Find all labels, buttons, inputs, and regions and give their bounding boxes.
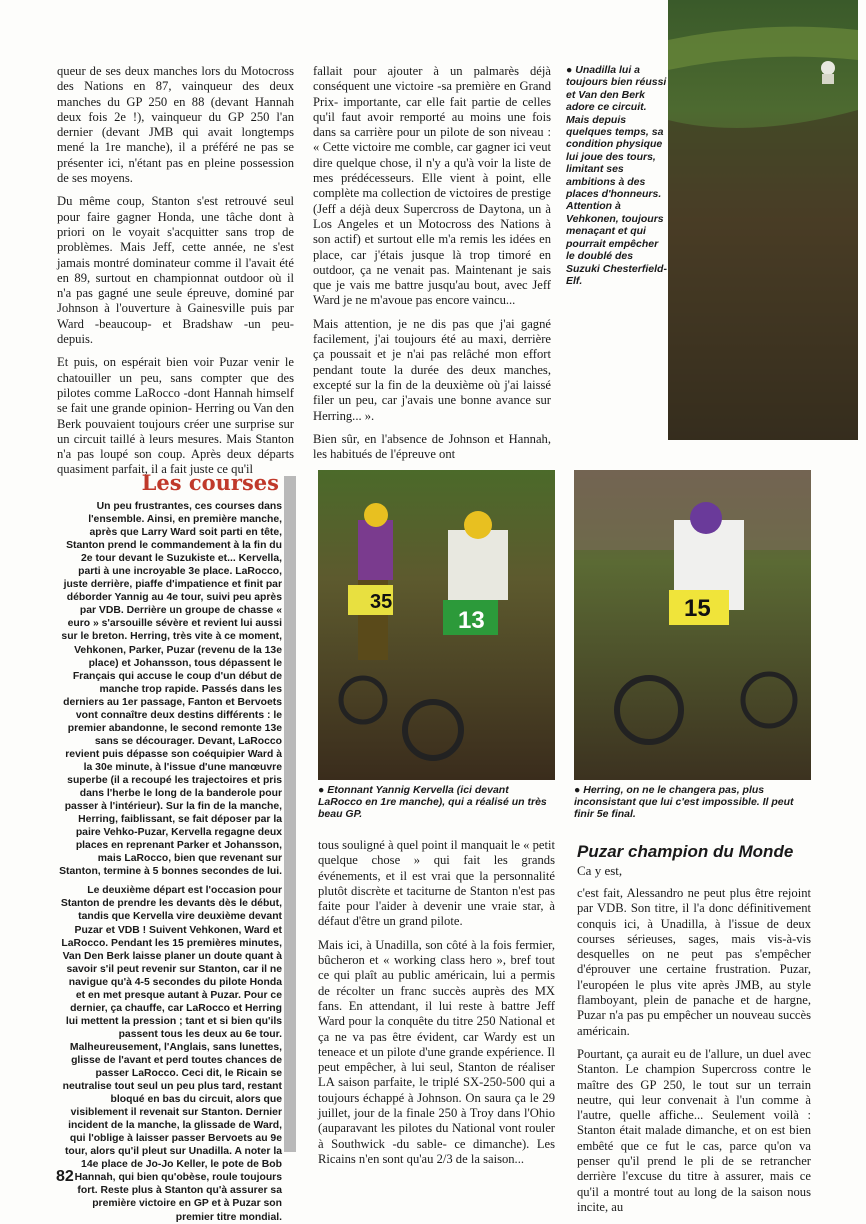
sidebar-paragraph: Un peu frustrantes, ces courses dans l'ensemble. Ainsi, en première manche, après que Larry Ward soit parti en tête, Stanton prend le commandement à la fin du 2e tour devant le Suzukiste et... Kervella, parti à une incroyable 3e place. LaRocco, juste derrière, piaffe d'impatience et finit par déborder Yannig au 4e tour, suivi peu après par VDB. Derrière un groupe de chasse « euro » s'arsouille sévère et revient lui aussi sur le breton. Herring, très vite à ce moment, Vehkonen, Parker, Puzar (revenu de la 13e place) et Johansson, tous dépassent le Français qui accuse le coup d'un début de manche trop rapide. Passés dans les derniers au 1er passage, Fanton et Bervoets vont connaître deux destins différents : le premier abandonne, le second remonte 13e sans se décourager. Devant, LaRocco revient puis dépasse son coéquipier Ward à la 30e minute, à l'issue d'une manœuvre superbe (il a recoupé les trajectoires et pris dans l'herbe le long de la banderole pour passer à l'intérieur). Sur la fin de la manche, Herring, faiblissant, se fait déposer par la paire Vehko-Puzar, Kervella regagne deux places en reprenant Parker et Johansson, mais LaRocco, bien que revenant sur Stanton, termine à 5 bonnes secondes de lui. (59, 501, 282, 878)
section-heading: Puzar champion du Monde (577, 842, 794, 861)
rider-number: 15 (684, 595, 711, 622)
article-paragraph: fallait pour ajouter à un palmarès déjà conséquent une victoire -sa première en Grand Prix- importante, car elle fait partie de celles qu'il faut avoir remporté au moins une fois dans sa carrière pour un pilote de son niveau : « Cette victoire me comble, car gagner ici veut dire quelque chose, il n'y a qu'à voir la liste de mes prédécesseurs. Elle vient à point, elle complète ma collection de victoires de prestige (Jeff a déjà deux Supercross de Daytona, un à Los Angeles et un Motocross des Nations à son actif) et surtout elle m'a remis les idées en place, car j'étais jusque là trop timoré en outdoor, ça ne venait pas. Maintenant je sais que je vais me battre jusqu'au bout, avec Jeff Ward je ne m'avoue pas encore vaincu... (313, 64, 551, 308)
article-paragraph: Et puis, on espérait bien voir Puzar venir le chatouiller un peu, sans compter que des pilotes comme LaRocco -dont Hannah himself se fait une grande opinion- Herring ou Van den Berk pouvaient toujours créer une surprise sur un circuit taillé à leurs mesures. Mais Stanton n'a pas loupé son coup. Après deux départs quasiment parfait, il a fait juste ce qu'il (57, 355, 294, 477)
article-column-2 (313, 64, 551, 470)
article-paragraph: Bien sûr, en l'absence de Johnson et Hannah, les habitués de l'épreuve ont (313, 431, 551, 462)
section-heading-line (577, 842, 811, 880)
section-heading-follow: Ca y est, (577, 863, 623, 878)
sidebar-paragraph: Le deuxième départ est l'occasion pour Stanton de prendre les devants dès le début, tandis que Kervella vire deuxième devant Puzar et VDB ! Suivent Vehkonen, Ward et LaRocco. Pendant les 15 premières minutes, Van Den Berk laisse planer un doute quant à savoir s'il peut revenir sur Stanton, car il ne navigue qu'à 4-5 secondes du pilote Honda et en met presque autant à Puzar. Pour ce dernier, ça chauffe, car LaRocco et Herring lui mettent la pression ; tant et si bien qu'ils passent tous les deux au 6e tour. Malheureusement, l'Anglais, sans lunettes, glisse de l'avant et perd toutes chances de passer LaRocco. Ceci dit, le Ricain se neutralise tout seul un peu plus tard, restant bloqué en bas du circuit, alors que visiblement il revenait sur Stanton. Dernier incident de la manche, la glissade de Ward, qui l'oblige à laisser passer Bervoets au 9e tour, alors qu'il pleut sur Unadilla. A noter la 14e place de Jo-Jo Keller, le pote de Bob Hannah, qui bien qu'obèse, roule toujours fort. Reste plus à Stanton qu'à assurer sa première victoire en GP et à Puzar son premier titre mondial. (60, 885, 282, 1223)
sidebar-text (59, 500, 282, 1224)
photo-herring (574, 470, 811, 780)
rider-number: 13 (458, 607, 485, 634)
article-paragraph: Mais attention, je ne dis pas que j'ai gagné facilement, j'ai toujours été au maxi, derrière ça poussait et je n'ai pas relâché mon effort pendant toute la durée des deux manches, excepté sur la fin de la deuxième où j'ai laissé filer un peu, car j'avais une bonne avance sur Herring... ». (313, 316, 551, 423)
article-column-3-bottom (577, 842, 811, 1223)
article-paragraph: c'est fait, Alessandro ne peut plus être rejoint par VDB. Son titre, il l'a donc définitivement conquis ici, à Unadilla, à l'issue de deux courses sérieuses, sages, mais vis-à-vis desquelles on ne peut pas s'empêcher d'éprouver une certaine frustration. Puzar, l'européen le plus vite après JMB, au style flamboyant, plein de panache et de hargne, Puzar n'a pas pu empêcher un nouveau succès américain. (577, 886, 811, 1038)
sidebar-rule (284, 476, 296, 1152)
photo-caption-vdb: ● Unadilla lui a toujours bien réussi et Van den Berk adore ce circuit. Mais depuis quelques temps, sa condition physique lui joue des tours, limitant ses ambitions à des places d'honneurs. Attention à Vehkonen, toujours menaçant et qui pourrait empêcher le doublé des Suzuki Chesterfield-Elf. (566, 64, 667, 287)
rider-number: 35 (370, 591, 393, 613)
article-paragraph: tous souligné à quel point il manquait le « petit quelque chose » qui fait les grands événements, et il est vrai que la personnalité plutôt discrète et taciturne de Stanton n'est pas faite pour l'aider à devenir une vraie star, à défaut d'être un grand pilote. (318, 838, 555, 929)
photo-caption-kervella: ● Etonnant Yannig Kervella (ici devant LaRocco en 1re manche), qui a réalisé un très beau GP. (318, 784, 547, 820)
article-column-1 (57, 64, 294, 486)
page-number: 82 (56, 1168, 74, 1185)
photo-kervella (318, 470, 555, 780)
photo-van-den-berk (668, 0, 858, 440)
sidebar-title: Les courses (141, 470, 279, 495)
article-paragraph: Du même coup, Stanton s'est retrouvé seul pour faire gagner Honda, une tâche dont à priori on le voyait s'acquitter sans trop de problèmes. Mais Jeff, cette année, ne s'est jamais montré dominateur comme il l'avait été en 89, surtout en championnat outdoor où il n'a pas gagné une seule épreuve, dominé par Johnson à l'ouverture à Gainesville puis par Ward -beaucoup- et Bradshaw -un peu- depuis. (57, 194, 294, 347)
article-column-2-bottom (318, 838, 555, 1175)
article-paragraph: Mais ici, à Unadilla, son côté à la fois fermier, bûcheron et « working class hero », bref tout ce qui plaît au public américain, lui a permis de récolter un franc succès auprès des MX fans. En attendant, il lui reste à battre Jeff Ward pour la conquête du titre 250 National et ça ne va pas être évident, car Wardy est un teneace et un pilote d'une grande expérience. Il peut empêcher, à lui seul, Stanton de réaliser LA saison parfaite, le triplé SX-250-500 qui a toujours échappé à Johnson. On saura ça le 29 juillet, jour de la finale 250 à Troy dans l'Ohio (auparavant les pilotes du National vont rouler à Southwick -du sable- ce dimanche). Les Ricains n'en sont qu'au 2/3 de la saison... (318, 937, 555, 1166)
photo-caption-herring: ● Herring, on ne le changera pas, plus inconsistant que lui c'est impossible. Il peut finir 5e final. (574, 784, 794, 820)
article-paragraph: queur de ses deux manches lors du Motocross des Nations en 87, vainqueur des deux manches du GP 250 en 88 (devant Hannah deux fois 2e !), vainqueur du GP 250 l'an dernier (devant JMB qui avait longtemps mené la 1re manche), il a préféré ne pas se présenter ici, n'étant pas en pleine possession de ses moyens. (57, 64, 294, 186)
article-paragraph: Pourtant, ça aurait eu de l'allure, un duel avec Stanton. Le champion Supercross contre le maître des GP 250, le tout sur un terrain neutre, qui leur convenait à l'un comme à l'autre, quelle affiche... Seulement voilà : Stanton était malade dimanche, et on est bien embêté que ce fut le cas, parce qu'on va penser qu'il prend le pli de se retrancher derrière l'excuse du titre à assurer, mais ce qu'il a montré tout au long de la saison nous incite, au (577, 1046, 811, 1214)
